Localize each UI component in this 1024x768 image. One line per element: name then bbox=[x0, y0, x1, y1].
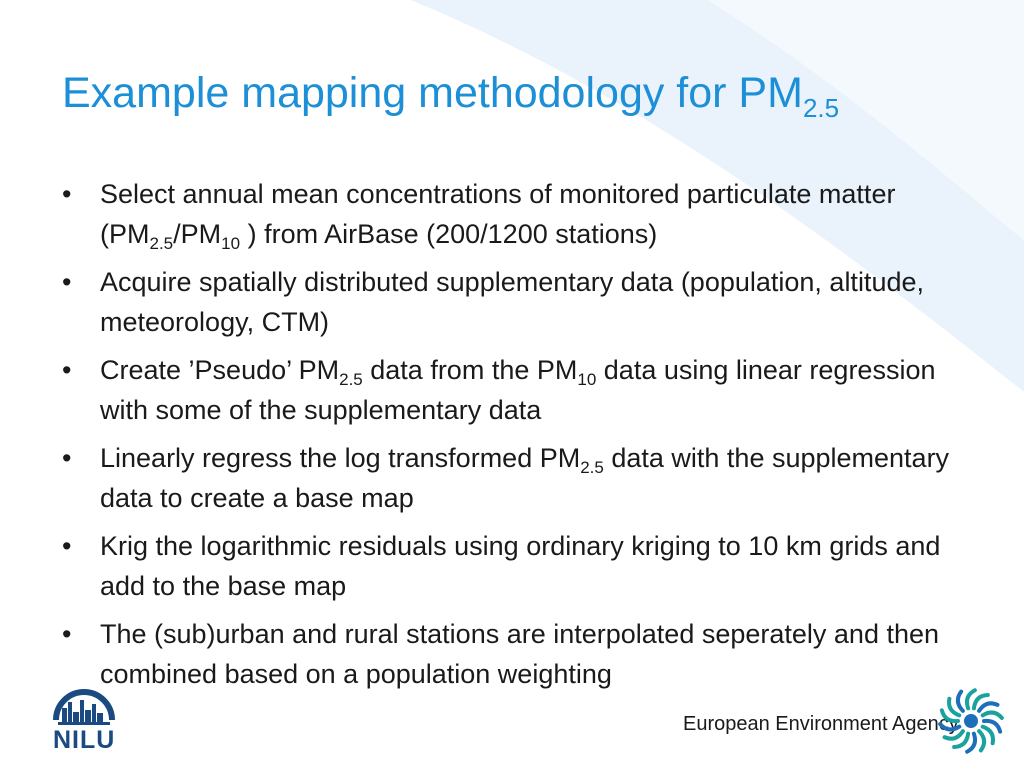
eea-label: European Environment Agency bbox=[683, 713, 959, 735]
bullet-subscript: 2.5 bbox=[580, 458, 604, 477]
bullet-item bbox=[62, 262, 967, 342]
bullet-list bbox=[62, 174, 967, 702]
slide-title bbox=[62, 68, 840, 123]
bullet-subscript: 2.5 bbox=[339, 370, 363, 389]
bullet-text: The (sub)urban and rural stations are interpolated seperately and then combined based on a population weighting bbox=[100, 619, 940, 689]
eea-swirl-icon bbox=[936, 686, 1006, 756]
bullet-item bbox=[62, 614, 967, 694]
bullet-text: Krig the logarithmic residuals using ordinary kriging to 10 km grids and add to the base map bbox=[100, 531, 941, 601]
bullet-marker: • bbox=[62, 355, 72, 385]
bullet-text: Acquire spatially distributed supplementary data (population, altitude, meteorology, CTM) bbox=[100, 267, 924, 337]
bullet-marker: • bbox=[62, 443, 72, 473]
title-subscript: 2.5 bbox=[802, 93, 840, 123]
bullet-subscript: 10 bbox=[221, 234, 241, 253]
bullet-text: ) from AirBase (200/1200 stations) bbox=[240, 219, 658, 249]
bullet-text: data from the PM bbox=[362, 355, 578, 385]
bullet-text: Create ’Pseudo’ PM bbox=[100, 355, 340, 385]
eea-logo-petal bbox=[979, 731, 984, 750]
title-text: Example mapping methodology for PM bbox=[62, 69, 803, 117]
eea-logo-center bbox=[964, 714, 978, 728]
bullet-text: Linearly regress the log transformed PM bbox=[100, 443, 581, 473]
nilu-label: NILU bbox=[53, 726, 116, 754]
bullet-marker: • bbox=[62, 267, 72, 297]
bullet-item bbox=[62, 526, 967, 606]
bullet-marker: • bbox=[62, 619, 72, 649]
eea-logo-petal bbox=[979, 703, 997, 711]
bullet-item bbox=[62, 438, 967, 518]
bullet-subscript: 2.5 bbox=[149, 234, 174, 253]
bullet-subscript: 10 bbox=[577, 370, 597, 389]
bullet-item bbox=[62, 174, 967, 254]
bullet-item bbox=[62, 350, 967, 430]
bullet-marker: • bbox=[62, 179, 72, 209]
bullet-text: /PM bbox=[173, 219, 222, 249]
eea-logo-petal bbox=[945, 731, 963, 739]
bullet-marker: • bbox=[62, 531, 72, 561]
eea-logo-petal bbox=[940, 724, 959, 729]
bullet-text: Select annual mean concentrations of monitored particulate matter (PM bbox=[100, 179, 896, 249]
eea-logo-petal bbox=[958, 692, 963, 711]
eea-logo-petal bbox=[983, 713, 1002, 718]
bullet-text: data with the supplementary data to create a base map bbox=[100, 443, 950, 513]
bullet-text: data using linear regression with some of the supplementary data bbox=[100, 355, 936, 425]
